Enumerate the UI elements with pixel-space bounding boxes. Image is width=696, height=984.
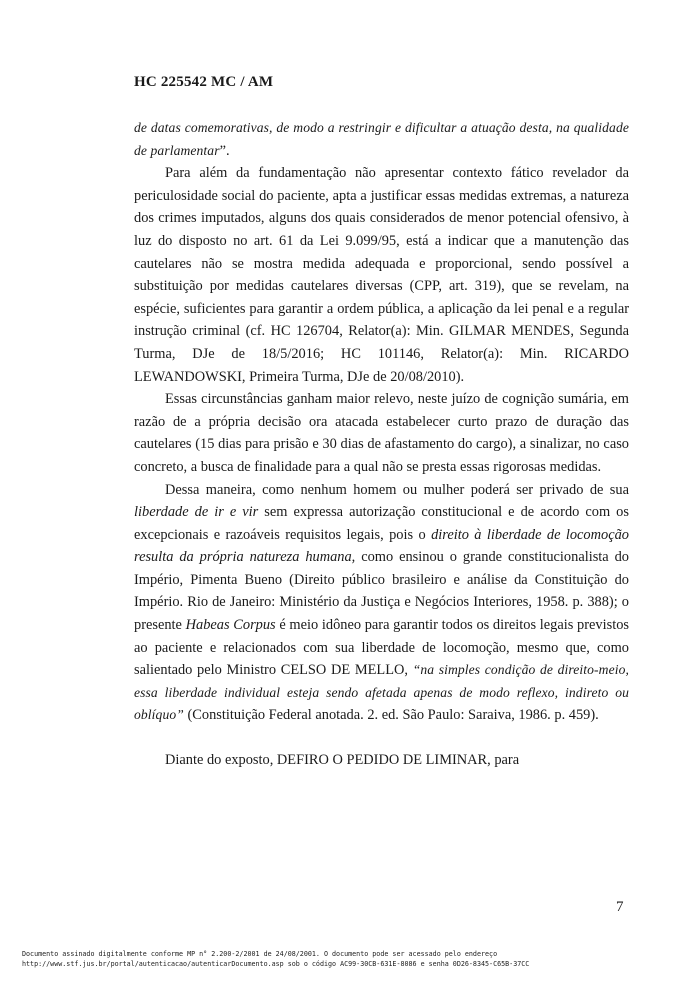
text-run: sem expressa autorização constitucional e de acordo com os excepcionais e razoáveis requisitos legais, pois o xyxy=(134,504,629,543)
page-number: 7 xyxy=(616,899,624,915)
footer-line-2: http://www.stf.jus.br/portal/autenticacao/autenticarDocumento.asp sob o código AC99-30CB-631E-8086 e senha 0D26-8345-C65B-37CC xyxy=(22,960,530,968)
italic-run: “na simples condição de direito-meio, essa liberdade individual esteja sendo afetada apenas de modo reflexo, indireto ou oblíquo” xyxy=(134,662,629,723)
case-reference-header: HC 225542 MC / AM xyxy=(134,74,274,90)
paragraph-fundamentacao: Para além da fundamentação não apresentar contexto fático revelador da periculosidade social do paciente, apta a justificar essas medidas extremas, a natureza dos crimes imputados, alguns dos quais considerados de menor potencial ofensivo, à luz do disposto no art. 61 da Lei 9.099/95, está a indicar que a manutenção das cautelares não se mostra medida adequada e proporcional, sendo possível a substituição por medidas cautelares diversas (CPP, art. 319), que se revelam, na espécie, suficientes para garantir a ordem pública, a aplicação da lei penal e a regular instrução criminal (cf. HC 126704, Relator(a): Min. GILMAR MENDES, Segunda Turma, DJe de 18/5/2016; HC 101146, Relator(a): Min. RICARDO LEWANDOWSKI, Primeira Turma, DJe de 20/08/2010). xyxy=(134,165,629,385)
text-run: é meio idôneo para garantir todos os direitos legais previstos ao paciente e relacionados com sua liberdade de locomoção, mesmo que, como salientado pelo Ministro CELSO DE MELLO, xyxy=(134,617,629,679)
italic-run: direito à liberdade de locomoção resulta da própria natureza humana, xyxy=(134,526,629,566)
paragraph-dispositivo: Diante do exposto, DEFIRO O PEDIDO DE LIMINAR, para xyxy=(165,752,520,769)
quote-italic-text: de datas comemorativas, de modo a restringir e dificultar a atuação desta, na qualidade de parlamentar xyxy=(134,120,629,158)
paragraph-liberdade xyxy=(134,479,629,728)
digital-signature-footer xyxy=(22,949,682,969)
paragraph-quote-continuation xyxy=(134,117,629,162)
footer-line-1: Documento assinado digitalmente conforme MP n° 2.200-2/2001 de 24/08/2001. O documento pode ser acessado pelo endereço xyxy=(22,950,498,958)
document-body xyxy=(134,117,629,772)
text-run: (Constituição Federal anotada. 2. ed. São Paulo: Saraiva, 1986. p. 459). xyxy=(183,707,599,724)
italic-run: liberdade de ir e vir xyxy=(134,504,259,521)
quote-close: ”. xyxy=(219,142,230,159)
paragraph-circunstancias: Essas circunstâncias ganham maior relevo, neste juízo de cognição sumária, em razão de a própria decisão ora atacada estabelecer curto prazo de duração das cautelares (15 dias para prisão e 30 dias de afastamento do cargo), a sinalizar, no caso concreto, a busca de finalidade para a qual não se presta essas rigorosas medidas. xyxy=(134,391,629,475)
text-run: Dessa maneira, como nenhum homem ou mulher poderá ser privado de sua xyxy=(165,481,629,498)
text-run: como ensinou o grande constitucionalista do Império, Pimenta Bueno (Direito público brasileiro e análise da Constituição do Império. Rio de Janeiro: Ministério da Justiça e Negócios Interiores, 1958. p. 388); o presente xyxy=(134,549,629,634)
italic-run: Habeas Corpus xyxy=(185,617,276,634)
